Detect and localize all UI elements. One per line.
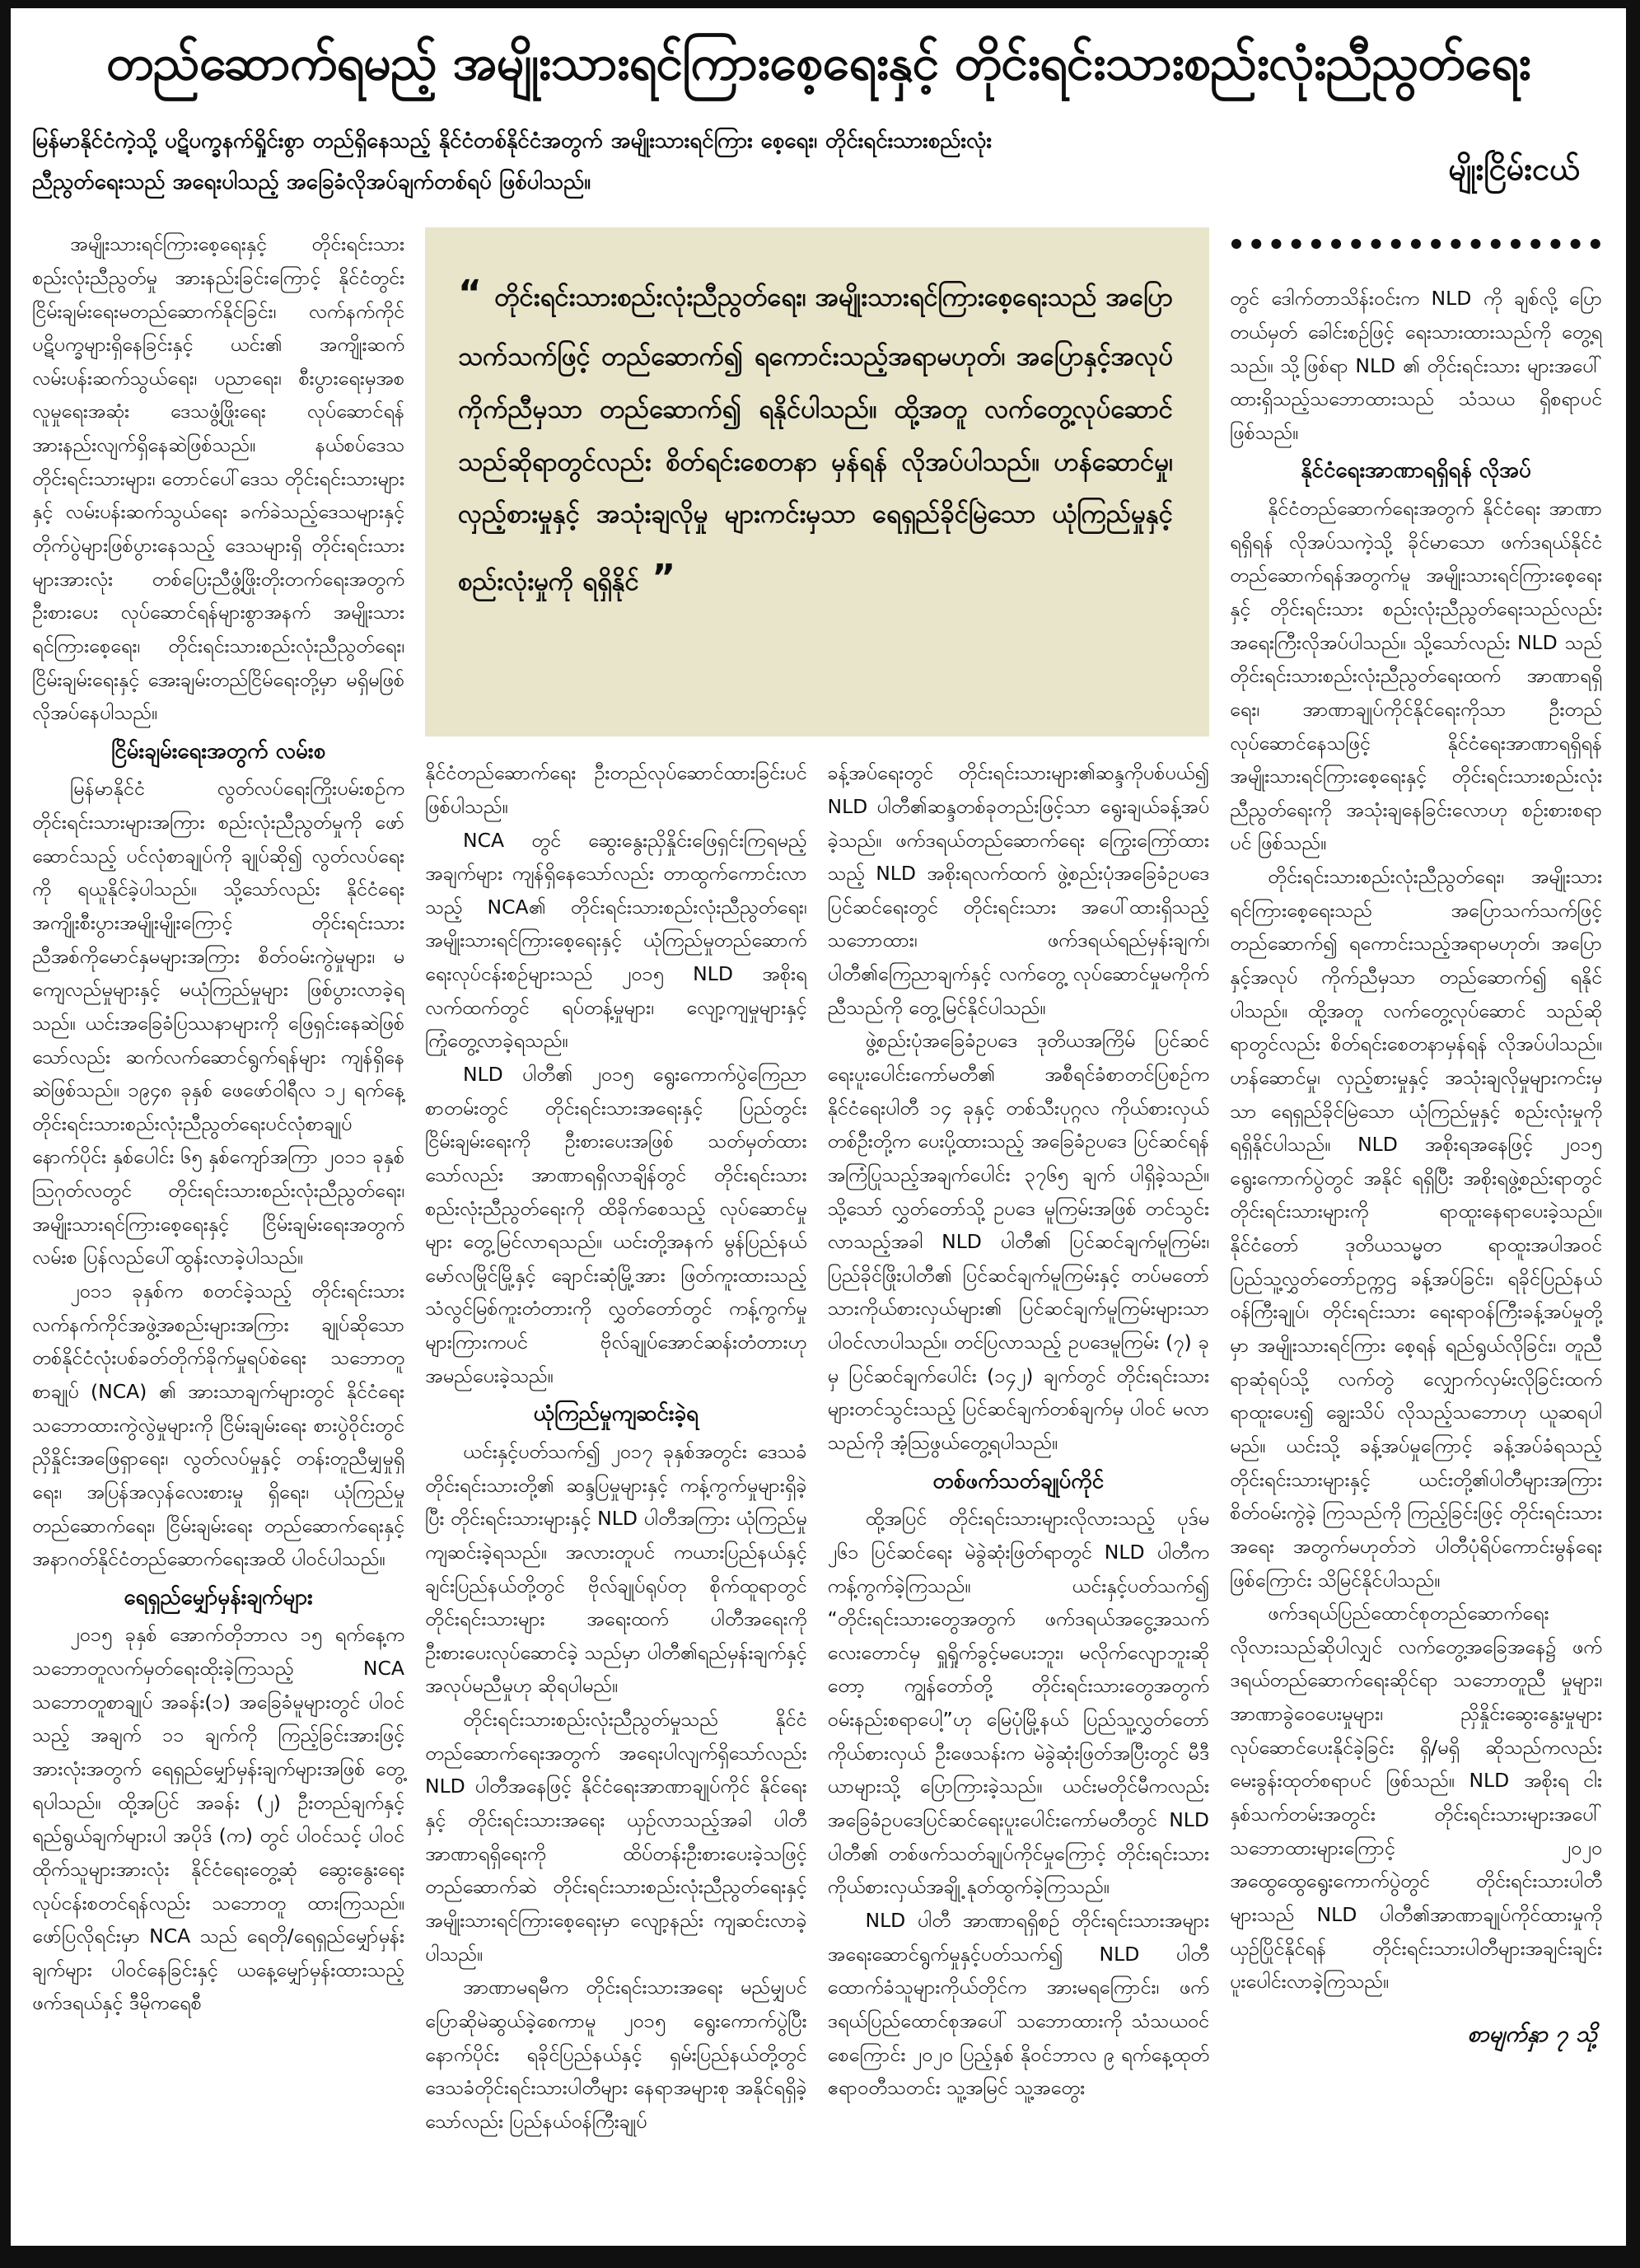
body-paragraph: NLD ပါတီ အာဏာရရှိစဉ် တိုင်းရင်းသားအများ အရေးဆောင်ရွက်မှုနှင့်ပတ်သက်၍ NLD ပါတီ ထောက်ခံသူများကိုယ်တိုင်က အားမရကြောင်း၊ ဖက်ဒရယ်ပြည်ထောင်စုအပေါ် သဘောထားကို သံသယဝင်စေကြောင်း ၂၀၂၀ ပြည့်နှစ် နိုဝင်ဘာလ ၉ ရက်နေ့ထုတ် ဧရာဝတီသတင်း သူ့အမြင် သူ့အတွေး [827,1908,1209,2100]
section-heading: ယုံကြည်မှုကျဆင်းခဲ့ရ [533,1401,699,1427]
lede-row [32,121,1605,203]
section-heading: နိုင်ငံရေးအာဏာရရှိရန် လိုအပ် [1301,458,1531,484]
body-paragraph: ဖက်ဒရယ်ပြည်ထောင်စုတည်ဆောက်ရေး လိုလားသည်ဆိုပါလျှင် လက်တွေ့အခြေအနေ၌ ဖက်ဒရယ်တည်ဆောက်ရေးဆိုင်ရာ သဘောတူညီ မှုများ၊ အာဏာခွဲဝေပေးမှုများ၊ ညှိနှိုင်းဆွေးနွေးမှုများ လုပ်ဆောင်ပေးနိုင်ခဲ့ခြင်း ရှိ/မရှိ ဆိုသည်ကလည်း မေးခွန်းထုတ်စရာပင် ဖြစ်သည်။ NLD အစိုးရ ငါးနှစ်သက်တမ်းအတွင်း တိုင်းရင်းသားများအပေါ်သဘောထားများကြောင့် ၂၀၂၀ အထွေထွေရွေးကောက်ပွဲတွင် တိုင်းရင်းသားပါတီများသည် NLD ပါတီ၏အာဏာချုပ်ကိုင်ထားမှုကို ယှဉ်ပြိုင်နိုင်ရန် တိုင်းရင်းသားပါတီများအချင်းချင်း ပူးပေါင်းလာခဲ့ကြသည်။ [1230,1602,1602,1994]
section-heading: တစ်ဖက်သတ်ချုပ်ကိုင် [932,1468,1105,1494]
middle-section [425,227,1209,2138]
article-lede: မြန်မာနိုင်ငံကဲ့သို့ ပဋိပက္ခနက်ရှိုင်းစွာ တည်ရှိနေသည့် နိုင်ငံတစ်နိုင်ငံအတွက် အမျိုးသားရင်ကြား စေ့ရေး၊ တိုင်းရင်းသားစည်းလုံးညီညွတ်ရေးသည် အရေးပါသည့် အခြေခံလိုအပ်ချက်တစ်ရပ် ဖြစ်ပါသည်။ [32,129,992,194]
body-paragraph: NLD ပါတီ၏ ၂၀၁၅ ရွေးကောက်ပွဲကြေညာ စာတမ်းတွင် တိုင်းရင်းသားအရေးနှင့် ပြည်တွင်း ငြိမ်းချမ်းရေးကို ဦးစားပေးအဖြစ် သတ်မှတ်ထား သော်လည်း အာဏာရရှိလာချိန်တွင် တိုင်းရင်းသား စည်းလုံးညီညွတ်ရေးကို ထိခိုက်စေသည့် လုပ်ဆောင်မှုများ တွေ့မြင်လာရသည်။ ယင်းတို့အနက် မွန်ပြည်နယ် မော်လမြိုင်မြို့နှင့် ချောင်းဆုံမြို့အား ဖြတ်ကူးထားသည့် သံလွင်မြစ်ကူးတံတားကို လွှတ်တော်တွင် ကန့်ကွက်မှုများကြားကပင် ဗိုလ်ချုပ်အောင်ဆန်းတံတားဟု အမည်ပေးခဲ့သည်။ [425,1062,807,1387]
body-paragraph: ထို့အပြင် တိုင်းရင်းသားများလိုလားသည့် ပုဒ်မ ၂၆၁ ပြင်ဆင်ရေး မဲခွဲဆုံးဖြတ်ရာတွင် NLD ပါတီက ကန့်ကွက်ခဲ့ကြသည်။ ယင်းနှင့်ပတ်သက်၍ “တိုင်းရင်းသားတွေအတွက် ဖက်ဒရယ်အငွေ့အသက်လေးတောင်မှ ရှူရှိုက်ခွင့်မပေးဘူး၊ မလိုက်လျောဘူးဆိုတော့ ကျွန်တော်တို့ တိုင်းရင်းသားတွေအတွက် ဝမ်းနည်းစရာပေါ့”ဟု မြေပုံမြို့နယ် ပြည်သူ့လွှတ်တော် ကိုယ်စားလှယ် ဦးဖေသန်းက မဲခွဲဆုံးဖြတ်အပြီးတွင် မီဒီယာများသို့ ပြောကြားခဲ့သည်။ ယင်းမတိုင်မီကလည်း အခြေခံဥပဒေပြင်ဆင်ရေးပူးပေါင်းကော်မတီတွင် NLD ပါတီ၏ တစ်ဖက်သတ်ချုပ်ကိုင်မှုကြောင့် တိုင်းရင်းသားကိုယ်စားလှယ်အချို့ နုတ်ထွက်ခဲ့ကြသည်။ [827,1507,1209,1899]
section-heading: ရေရှည်မျှော်မှန်းချက်များ [124,1584,313,1610]
column-2 [425,756,807,2138]
body-paragraph: မြန်မာနိုင်ငံ လွတ်လပ်ရေးကြိုးပမ်းစဉ်က တိုင်းရင်းသားများအကြား စည်းလုံးညီညွတ်မှုကို ဖော်ဆောင်သည့် ပင်လုံစာချုပ်ကို ချုပ်ဆို၍ လွတ်လပ်ရေးကို ရယူနိုင်ခဲ့ပါသည်။ သို့သော်လည်း နိုင်ငံရေးအကျိုးစီးပွားအမျိုးမျိုးကြောင့် တိုင်းရင်းသား ညီအစ်ကိုမောင်နှမများအကြား စိတ်ဝမ်းကွဲမှုများ၊ မကျေလည်မှုများနှင့် မယုံကြည်မှုများ ဖြစ်ပွားလာခဲ့ရသည်။ ယင်းအခြေခံပြဿနာများကို ဖြေရှင်းနေဆဲဖြစ်သော်လည်း ဆက်လက်ဆောင်ရွက်ရန်များ ကျန်ရှိနေဆဲဖြစ်သည်။ ၁၉၄၈ ခုနှစ် ဖေဖော်ဝါရီလ ၁၂ ရက်နေ့ တိုင်းရင်းသားစည်းလုံးညီညွတ်ရေးပင်လုံစာချုပ်နောက်ပိုင်း နှစ်ပေါင်း ၆၅ နှစ်ကျော်အကြာ ၂၀၁၁ ခုနှစ် သြဂုတ်လတွင် တိုင်းရင်းသားစည်းလုံးညီညွတ်ရေး၊ အမျိုးသားရင်ကြားစေ့ရေးနှင့် ငြိမ်းချမ်းရေးအတွက် လမ်းစ ပြန်လည်ပေါ်ထွန်းလာခဲ့ပါသည်။ [32,777,404,1270]
body-paragraph: အမျိုးသားရင်ကြားစေ့ရေးနှင့် တိုင်းရင်းသား စည်းလုံးညီညွတ်မှု အားနည်းခြင်းကြောင့် နိုင်ငံတွင်း ငြိမ်းချမ်းရေးမတည်ဆောက်နိုင်ခြင်း၊ လက်နက်ကိုင်ပဋိပက္ခများရှိနေခြင်းနှင့် ယင်း၏ အကျိုးဆက် လမ်းပန်းဆက်သွယ်ရေး၊ ပညာရေး၊ စီးပွားရေးမှအစ လူမှုရေးအဆုံး ဒေသဖွံ့ဖြိုးရေး လုပ်ဆောင်ရန် အားနည်းလျက်ရှိနေဆဲဖြစ်သည်။ နယ်စပ်ဒေသတိုင်းရင်းသားများ၊ တောင်ပေါ်ဒေသ တိုင်းရင်းသားများနှင့် လမ်းပန်းဆက်သွယ်ရေး ခက်ခဲသည့်ဒေသများနှင့် တိုက်ပွဲများဖြစ်ပွားနေသည့် ဒေသများရှိ တိုင်းရင်းသားများအားလုံး တစ်ပြေးညီဖွံ့ဖြိုးတိုးတက်ရေးအတွက် ဦးစားပေး လုပ်ဆောင်ရန်များစွာအနက် အမျိုးသားရင်ကြားစေ့ရေး၊ တိုင်းရင်းသားစည်းလုံးညီညွတ်ရေး၊ ငြိမ်းချမ်းရေးနှင့် အေးချမ်းတည်ငြိမ်ရေးတို့မှာ မရှိမဖြစ်လိုအပ်နေပါသည်။ [32,232,404,725]
body-paragraph: ဖွဲ့စည်းပုံအခြေခံဥပဒေ ဒုတိယအကြိမ် ပြင်ဆင်ရေးပူးပေါင်းကော်မတီ၏ အစီရင်ခံစာတင်ပြစဉ်က နိုင်ငံရေးပါတီ ၁၄ ခုနှင့် တစ်သီးပုဂ္ဂလ ကိုယ်စားလှယ်တစ်ဦးတို့က ပေးပို့ထားသည့် အခြေခံဥပဒေ ပြင်ဆင်ရန် အကြံပြုသည့်အချက်ပေါင်း ၃၇၆၅ ချက် ပါရှိခဲ့သည်။ သို့သော် လွှတ်တော်သို့ ဥပဒေ မူကြမ်းအဖြစ် တင်သွင်းလာသည့်အခါ NLD ပါတီ၏ ပြင်ဆင်ချက်မူကြမ်း၊ ပြည်ခိုင်ဖြိုးပါတီ၏ ပြင်ဆင်ချက်မူကြမ်းနှင့် တပ်မတော်သားကိုယ်စားလှယ်များ၏ ပြင်ဆင်ချက်မူကြမ်းများသာ ပါဝင်လာပါသည်။ တင်ပြလာသည့် ဥပဒေမူကြမ်း (၇) ခုမှ ပြင်ဆင်ချက်ပေါင်း (၁၄၂) ချက်တွင် တိုင်းရင်းသားများတင်သွင်းသည့် ပြင်ဆင်ချက်တစ်ချက်မှ ပါဝင် မလာသည်ကို အံ့သြဖွယ်တွေ့ရပါသည်။ [827,1029,1209,1455]
section-heading: ငြိမ်းချမ်းရေးအတွက် လမ်းစ [110,738,326,764]
article-header [32,25,1605,203]
body-paragraph: ၂၀၁၁ ခုနှစ်က စတင်ခဲ့သည့် တိုင်းရင်းသား လက်နက်ကိုင်အဖွဲ့အစည်းများအကြား ချုပ်ဆိုသော တစ်နိုင်ငံလုံးပစ်ခတ်တိုက်ခိုက်မှုရပ်စဲရေး သဘောတူစာချုပ် (NCA) ၏ အားသာချက်များတွင် နိုင်ငံရေးသဘောထားကွဲလွဲမှုများကို ငြိမ်းချမ်းရေး စားပွဲဝိုင်းတွင် ညှိနှိုင်းအဖြေရှာရေး၊ လွတ်လပ်မှုနှင့် တန်းတူညီမျှမှုရှိရေး၊ အပြန်အလှန်လေးစားမှု ရှိရေး၊ ယုံကြည်မှုတည်ဆောက်ရေး၊ ငြိမ်းချမ်းရေး တည်ဆောက်ရေးနှင့် အနာဂတ်နိုင်ငံတည်ဆောက်ရေးအထိ ပါဝင်ပါသည်။ [32,1279,404,1571]
dotted-separator [1231,239,1600,249]
body-paragraph: အာဏာမရမီက တိုင်းရင်းသားအရေး မည်မျှပင် ပြောဆိုမဲဆွယ်ခဲ့စေကာမူ ၂၀၁၅ ရွေးကောက်ပွဲပြီးနောက်ပိုင်း ရခိုင်ပြည်နယ်နှင့် ရှမ်းပြည်နယ်တို့တွင် ဒေသခံတိုင်းရင်းသားပါတီများ နေရာအများစု အနိုင်ရရှိခဲ့သော်လည်း ပြည်နယ်ဝန်ကြီးချုပ် [425,1976,807,2133]
body-paragraph: တွင် ဒေါက်တာသိန်းဝင်းက NLD ကို ချစ်လို့ ပြောတယ်မှတ် ခေါင်းစဉ်ဖြင့် ရေးသားထားသည်ကို တွေ့ရသည်။ သို့ဖြစ်ရာ NLD ၏ တိုင်းရင်းသား များအပေါ် ထားရှိသည့်သဘောထားသည် သံသယ ရှိစရာပင် ဖြစ်သည်။ [1230,287,1602,444]
article-title: တည်ဆောက်ရမည့် အမျိုးသားရင်ကြားစေ့ရေးနှင့် တိုင်းရင်းသားစည်းလုံးညီညွတ်ရေး [106,34,1530,91]
byline: မျိုးငြိမ်းငယ် [1448,151,1580,188]
body-paragraph: နိုင်ငံတည်ဆောက်ရေးအတွက် နိုင်ငံရေး အာဏာရရှိရန် လိုအပ်သကဲ့သို့ ခိုင်မာသော ဖက်ဒရယ်နိုင်ငံတည်ဆောက်ရန်အတွက်မူ အမျိုးသားရင်ကြားစေ့ရေးနှင့် တိုင်းရင်းသား စည်းလုံးညီညွတ်ရေးသည်လည်း အရေးကြီးလိုအပ်ပါသည်။ သို့သော်လည်း NLD သည် တိုင်းရင်းသားစည်းလုံးညီညွတ်ရေးထက် အာဏာရရှိရေး၊ အာဏာချုပ်ကိုင်နိုင်ရေးကိုသာ ဦးတည်လုပ်ဆောင်နေသဖြင့် နိုင်ငံရေးအာဏာရရှိရန် အမျိုးသားရင်ကြားစေ့ရေးနှင့် တိုင်းရင်းသားစည်းလုံးညီညွတ်ရေးကို အသုံးချနေခြင်းလောဟု စဉ်းစားစရာပင် ဖြစ်သည်။ [1230,497,1602,855]
body-paragraph: ၂၀၁၅ ခုနှစ် အောက်တိုဘာလ ၁၅ ရက်နေ့က သဘောတူလက်မှတ်ရေးထိုးခဲ့ကြသည့် NCA သဘောတူစာချုပ် အခန်း(၁) အခြေခံမူများတွင် ပါဝင်သည့် အချက် ၁၁ ချက်ကို ကြည့်ခြင်းအားဖြင့် အားလုံးအတွက် ရေရှည်မျှော်မှန်းချက်များအဖြစ် တွေ့ရပါသည်။ ထို့အပြင် အခန်း (၂) ဦးတည်ချက်နှင့် ရည်ရွယ်ချက်များပါ အပိုဒ် (က) တွင် ပါဝင်သင့် ပါဝင်ထိုက်သူများအားလုံး နိုင်ငံရေးတွေ့ဆုံ ဆွေးနွေးရေးလုပ်ငန်းစတင်ရန်လည်း သဘောတူ ထားကြသည်။ ဖော်ပြလိုရင်းမှာ NCA သည် ရေတို/ရေရှည်မျှော်မှန်းချက်များ ပါဝင်နေခြင်းနှင့် ယနေ့မျှော်မှန်းထားသည့် ဖက်ဒရယ်နှင့် ဒီမိုကရေစီ [32,1623,404,2015]
column-layout [32,227,1605,2138]
column-3 [828,756,1210,2138]
open-quote-mark: “ [458,273,495,316]
middle-columns [425,756,1209,2138]
body-paragraph: တိုင်းရင်းသားစည်းလုံးညီညွတ်မှုသည် နိုင်ငံ တည်ဆောက်ရေးအတွက် အရေးပါလျက်ရှိသော်လည်း NLD ပါတီအနေဖြင့် နိုင်ငံရေးအာဏာချုပ်ကိုင် နိုင်ရေးနှင့် တိုင်းရင်းသားအရေး ယှဉ်လာသည့်အခါ ပါတီအာဏာရရှိရေးကို ထိပ်တန်းဦးစားပေးခဲ့သဖြင့် တည်ဆောက်ဆဲ တိုင်းရင်းသားစည်းလုံးညီညွတ်ရေးနှင့် အမျိုးသားရင်ကြားစေ့ရေးမှာ လျော့နည်း ကျဆင်းလာခဲ့ပါသည်။ [425,1708,807,1966]
close-quote-mark: ” [638,556,676,599]
body-paragraph: တိုင်းရင်းသားစည်းလုံးညီညွတ်ရေး၊ အမျိုးသားရင်ကြားစေ့ရေးသည် အပြောသက်သက်ဖြင့် တည်ဆောက်၍ ရကောင်းသည့်အရာမဟုတ်၊ အပြောနှင့်အလုပ် ကိုက်ညီမှသာ တည်ဆောက်၍ ရနိုင်ပါသည်။ ထို့အတူ လက်တွေ့လုပ်ဆောင် သည်ဆိုရာတွင်လည်း စိတ်ရင်းစေတနာမှန်ရန် လိုအပ်ပါသည်။ ဟန်ဆောင်မှု၊ လှည့်စားမှုနှင့် အသုံးချလိုမှုများကင်းမှသာ ရေရှည်ခိုင်မြဲသော ယုံကြည်မှုနှင့် စည်းလုံးမှုကို ရရှိနိုင်ပါသည်။ NLD အစိုးရအနေဖြင့် ၂၀၁၅ ရွေးကောက်ပွဲတွင် အနိုင် ရရှိပြီး အစိုးရဖွဲ့စည်းရာတွင် တိုင်းရင်းသားများကို ရာထူးနေရာပေးခဲ့သည်။ နိုင်ငံတော် ဒုတိယသမ္မတ ရာထူးအပါအဝင် ပြည်သူ့လွှတ်တော်ဥက္ကဌ ခန့်အပ်ခြင်း၊ ရခိုင်ပြည်နယ်ဝန်ကြီးချုပ်၊ တိုင်းရင်းသား ရေးရာဝန်ကြီးခန့်အပ်မှုတို့မှာ အမျိုးသားရင်ကြား စေ့ရန် ရည်ရွယ်လိုခြင်း၊ တူညီရာဆုံရပ်သို့ လက်တွဲ လျှောက်လှမ်းလိုခြင်းထက် ရာထူးပေး၍ ချွေးသိပ် လိုသည့်သဘောဟု ယူဆရပါမည်။ ယင်းသို့ ခန့်အပ်မှုကြောင့် ခန့်အပ်ခံရသည့် တိုင်းရင်းသားများနှင့် ယင်းတို့၏ပါတီများအကြား စိတ်ဝမ်းကွဲခဲ့ ကြသည်ကို ကြည့်ခြင်းဖြင့် တိုင်းရင်းသားအရေး အတွက်မဟုတ်ဘဲ ပါတီပုံရိပ်ကောင်းမွန်ရေး ဖြစ်ကြောင်း သိမြင်နိုင်ပါသည်။ [1230,865,1602,1592]
body-paragraph: ခန့်အပ်ရေးတွင် တိုင်းရင်းသားများ၏ဆန္ဒကိုပစ်ပယ်၍ NLD ပါတီ၏ဆန္ဒတစ်ခုတည်းဖြင့်သာ ရွေးချယ်ခန့်အပ်ခဲ့သည်။ ဖက်ဒရယ်တည်ဆောက်ရေး ကြွေးကြော်ထားသည့် NLD အစိုးရလက်ထက် ဖွဲ့စည်းပုံအခြေခံဥပဒေပြင်ဆင်ရေးတွင် တိုင်းရင်းသား အပေါ်ထားရှိသည့်သဘောထား၊ ဖက်ဒရယ်ရည်မှန်းချက်၊ ပါတီ၏ကြေညာချက်နှင့် လက်တွေ့ လုပ်ဆောင်မှုမကိုက်ညီသည်ကို တွေ့မြင်နိုင်ပါသည်။ [827,761,1209,1019]
pull-quote-box [425,227,1209,737]
body-paragraph: NCA တွင် ဆွေးနွေးညှိနှိုင်းဖြေရှင်းကြရမည့် အချက်များ ကျန်ရှိနေသော်လည်း တာထွက်ကောင်းလာသည့် NCA၏ တိုင်းရင်းသားစည်းလုံးညီညွတ်ရေး၊ အမျိုးသားရင်ကြားစေ့ရေးနှင့် ယုံကြည်မှုတည်ဆောက်ရေးလုပ်ငန်းစဉ်များသည် ၂၀၁၅ NLD အစိုးရ လက်ထက်တွင် ရပ်တန့်မှုများ၊ လျော့ကျမှုများနှင့် ကြုံတွေ့လာခဲ့ရသည်။ [425,828,807,1053]
continued-note: စာမျက်နှာ ၇ သို့ [1467,2021,1597,2047]
body-paragraph: ယင်းနှင့်ပတ်သက်၍ ၂၀၁၇ ခုနှစ်အတွင်း ဒေသခံတိုင်းရင်းသားတို့၏ ဆန္ဒပြမှုများနှင့် ကန့်ကွက်မှုများရှိခဲ့ပြီး တိုင်းရင်းသားများနှင့် NLD ပါတီအကြား ယုံကြည်မှုကျဆင်းခဲ့ရသည်။ အလားတူပင် ကယားပြည်နယ်နှင့် ချင်းပြည်နယ်တို့တွင် ဗိုလ်ချုပ်ရုပ်တု စိုက်ထူရာတွင် တိုင်းရင်းသားများ အရေးထက် ပါတီအရေးကို ဦးစားပေးလုပ်ဆောင်ခဲ့ သည်မှာ ပါတီ၏ရည်မှန်းချက်နှင့်အလုပ်မညီမှုဟု ဆိုရပါမည်။ [425,1439,807,1698]
page-content [11,8,1626,2246]
body-paragraph: နိုင်ငံတည်ဆောက်ရေး ဦးတည်လုပ်ဆောင်ထားခြင်းပင် ဖြစ်ပါသည်။ [425,761,807,818]
column-4 [1230,227,1602,2053]
column-1 [32,227,404,2020]
pull-quote-text: တိုင်းရင်းသားစည်းလုံးညီညွတ်ရေး၊ အမျိုးသားရင်ကြားစေ့ရေးသည် အပြောသက်သက်ဖြင့် တည်ဆောက်၍ ရကောင်းသည့်အရာမဟုတ်၊ အပြောနှင့်အလုပ် ကိုက်ညီမှသာ တည်ဆောက်၍ ရနိုင်ပါသည်။ ထို့အတူ လက်တွေ့လုပ်ဆောင်သည်ဆိုရာတွင်လည်း စိတ်ရင်းစေတနာ မှန်ရန် လိုအပ်ပါသည်။ ဟန်ဆောင်မှု၊ လှည့်စားမှုနှင့် အသုံးချလိုမှု များကင်းမှသာ ရေရှည်ခိုင်မြဲသော ယုံကြည်မှုနှင့် စည်းလုံးမှုကို ရရှိနိုင် [458,283,1173,596]
